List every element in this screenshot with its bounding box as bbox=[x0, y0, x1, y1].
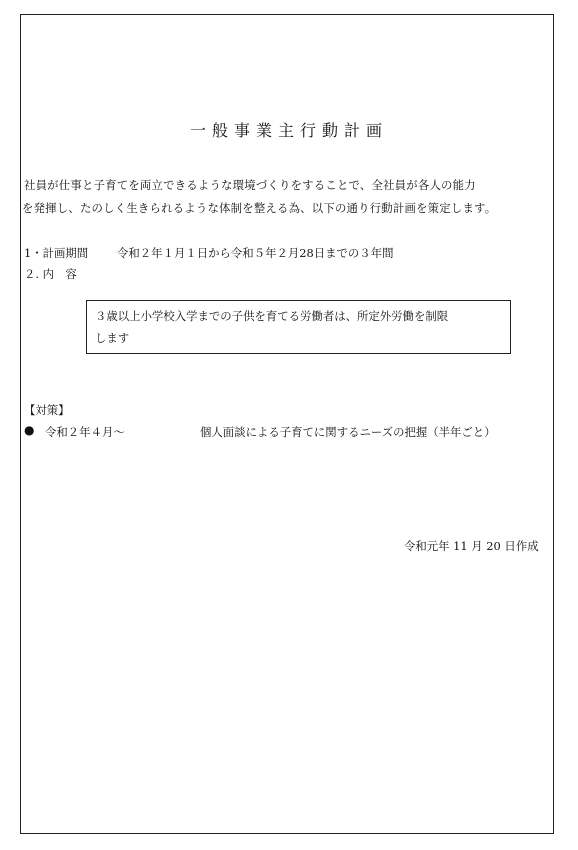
content-box bbox=[86, 300, 511, 354]
content-label: ２. 内 容 bbox=[24, 267, 77, 281]
bullet-icon: ● bbox=[24, 423, 35, 437]
created-date: 令和元年 11 月 20 日作成 bbox=[404, 539, 539, 553]
period-label: 1・計画期間 bbox=[24, 246, 89, 260]
content-box-line-2: します bbox=[95, 331, 130, 345]
document-title: 一般事業主行動計画 bbox=[189, 121, 388, 140]
intro-line-2: を発揮し、たのしく生きられるような体制を整える為、以下の通り行動計画を策定します。 bbox=[22, 201, 497, 215]
content-box-line-1: ３歳以上小学校入学までの子供を育てる労働者は、所定外労働を制限 bbox=[95, 309, 449, 323]
measure-date: 令和２年４月～ bbox=[45, 425, 125, 439]
intro-line-1: 社員が仕事と子育てを両立できるような環境づくりをすることで、全社員が各人の能力 bbox=[24, 178, 476, 192]
measures-heading: 【対策】 bbox=[24, 403, 70, 417]
measure-text: 個人面談による子育てに関するニーズの把握（半年ごと） bbox=[200, 425, 496, 439]
period-value: 令和２年１月１日から令和５年２月28日までの３年間 bbox=[117, 246, 394, 260]
